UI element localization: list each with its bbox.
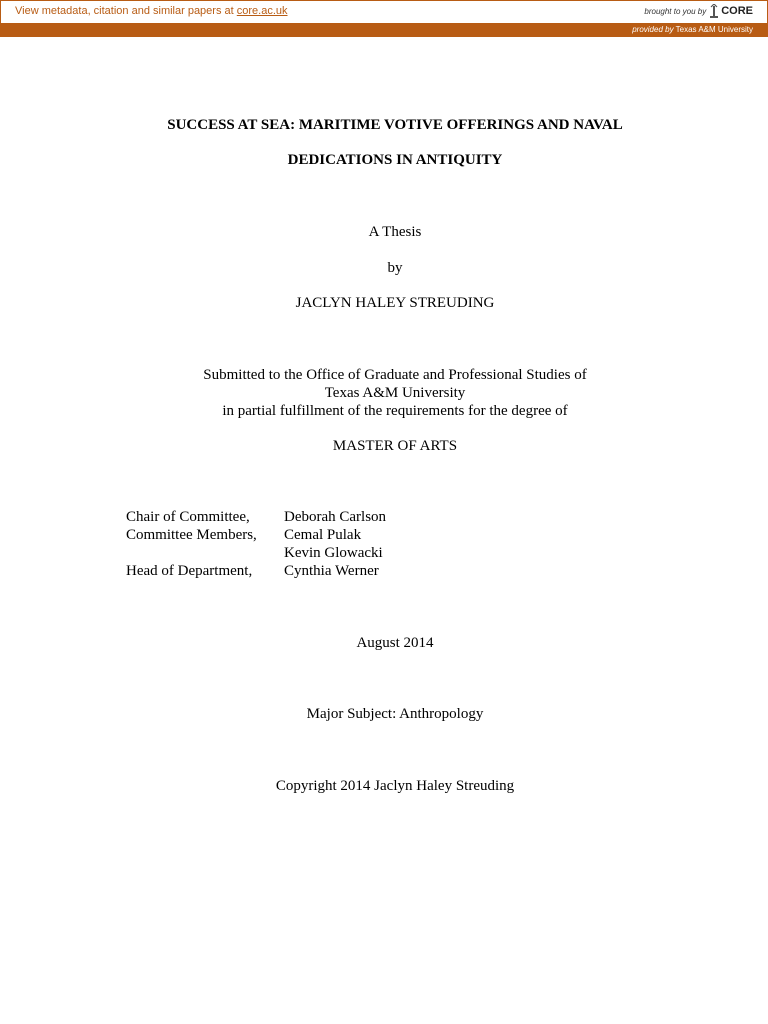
core-metadata-label: View metadata, citation and similar papers at <box>15 5 234 17</box>
committee-list <box>126 508 386 580</box>
committee-role <box>126 544 284 562</box>
copyright-notice: Copyright 2014 Jaclyn Haley Streuding <box>275 778 515 794</box>
committee-member: Kevin Glowacki <box>284 545 383 561</box>
committee-member: Cemal Pulak <box>284 527 362 543</box>
provider-name: Texas A&M University <box>675 25 753 34</box>
submission-line-1: Submitted to the Office of Graduate and Professional Studies of <box>203 367 587 383</box>
committee-row <box>126 508 386 526</box>
core-logo-text: CORE <box>721 5 753 17</box>
core-ac-uk-link[interactable]: core.ac.uk <box>236 5 288 17</box>
committee-row <box>126 526 386 544</box>
by-label: by <box>387 260 403 276</box>
core-metadata-text <box>15 5 288 17</box>
submission-line-3: in partial fulfillment of the requirements for the degree of <box>222 403 568 419</box>
core-brand[interactable] <box>644 4 753 18</box>
thesis-title-line-1: SUCCESS AT SEA: MARITIME VOTIVE OFFERINGS AND NAVAL <box>167 117 623 133</box>
brought-to-you-label: brought to you by <box>644 6 707 16</box>
committee-row <box>126 562 386 580</box>
degree-name: MASTER OF ARTS <box>332 438 458 454</box>
author-name: JACLYN HALEY STREUDING <box>295 295 495 311</box>
provided-by-label: provided by <box>632 25 674 34</box>
thesis-title-line-2: DEDICATIONS IN ANTIQUITY <box>287 152 503 168</box>
major-subject: Major Subject: Anthropology <box>306 706 484 722</box>
submission-line-2: Texas A&M University <box>324 385 466 401</box>
committee-role: Chair of Committee, <box>126 509 250 525</box>
committee-role: Head of Department, <box>126 563 253 579</box>
core-logo-icon <box>709 4 719 18</box>
core-banner <box>0 0 768 37</box>
submission-date: August 2014 <box>356 635 434 651</box>
committee-member: Cynthia Werner <box>284 563 379 579</box>
committee-row <box>126 544 386 562</box>
document-type: A Thesis <box>368 224 422 240</box>
committee-member: Deborah Carlson <box>284 509 387 525</box>
committee-role: Committee Members, <box>126 527 257 543</box>
provided-by-text <box>632 25 753 34</box>
